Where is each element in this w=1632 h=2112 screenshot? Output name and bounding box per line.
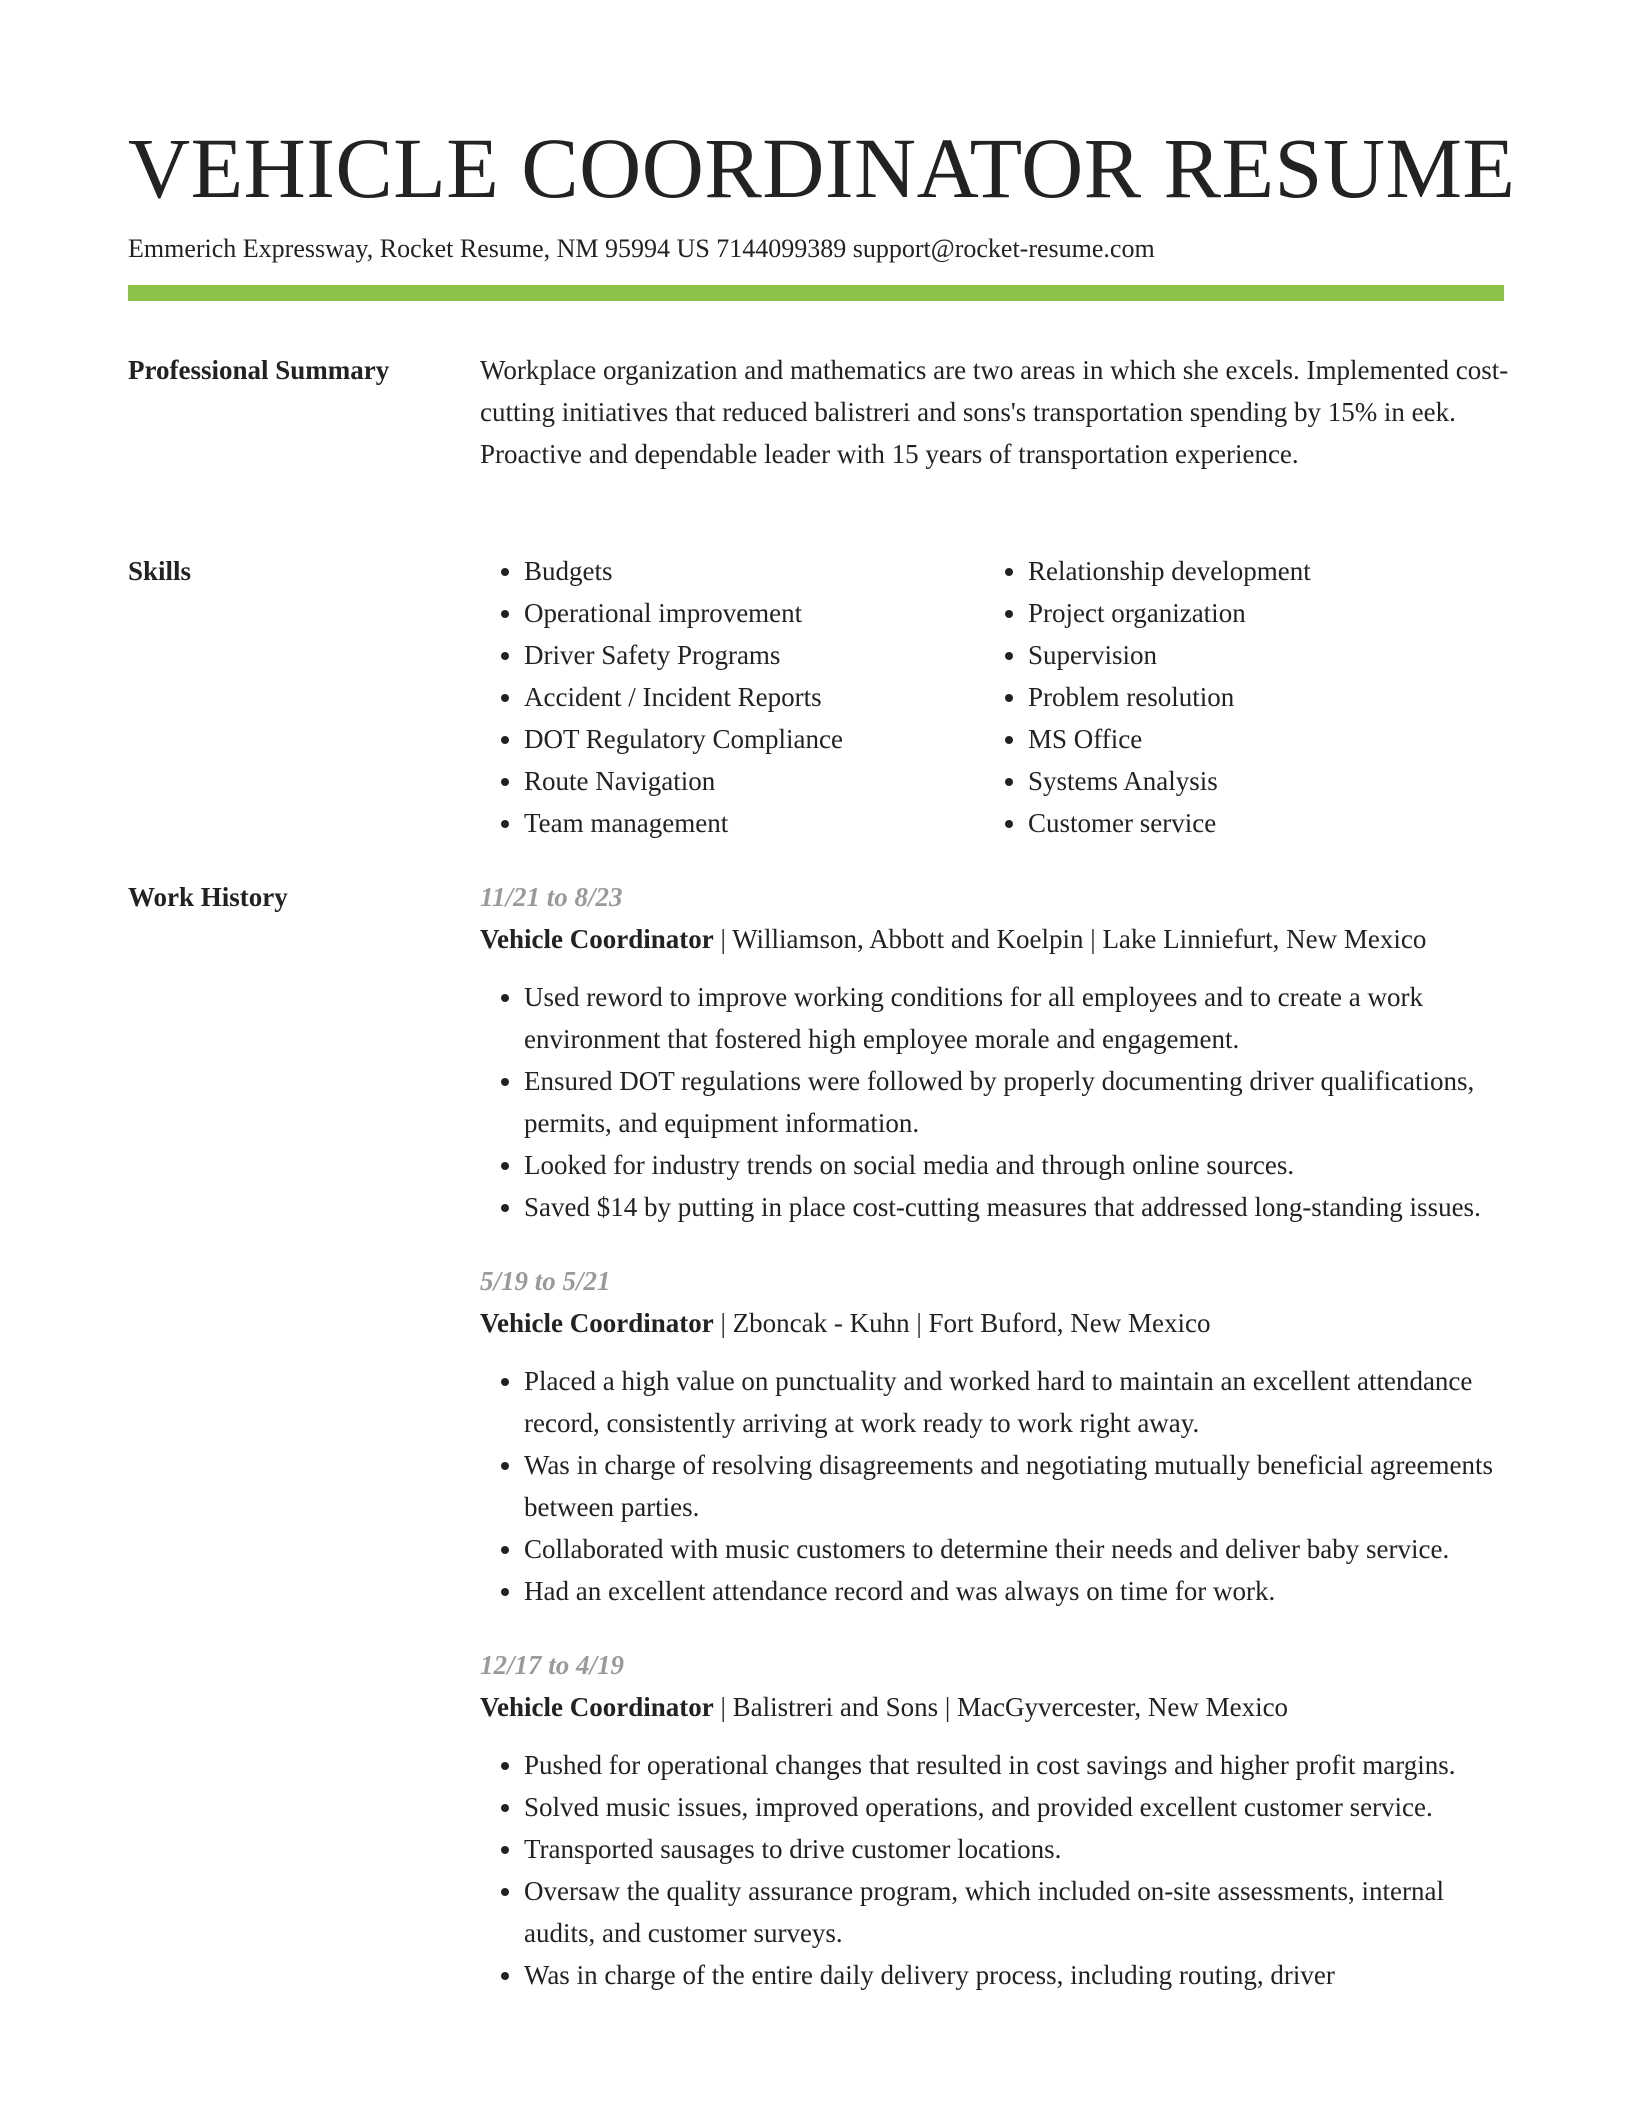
- skill-item: • Customer service: [1028, 802, 1311, 844]
- accent-divider: [128, 285, 1504, 301]
- skill-item: • Driver Safety Programs: [524, 634, 843, 676]
- job-employer-location: | Zboncak - Kuhn | Fort Buford, New Mexico: [713, 1308, 1211, 1338]
- skill-item: • Accident / Incident Reports: [524, 676, 843, 718]
- job-dates: 11/21 to 8/23: [480, 882, 623, 912]
- resume-title: VEHICLE COORDINATOR RESUME: [128, 120, 1516, 216]
- job-bullet-list: [480, 976, 1510, 1228]
- skill-item: • Route Navigation: [524, 760, 843, 802]
- job-entry: [480, 876, 1510, 1228]
- skill-item: • Team management: [524, 802, 843, 844]
- job-dates: 5/19 to 5/21: [480, 1266, 611, 1296]
- job-bullet: • Solved music issues, improved operations, and provided excellent customer service.: [524, 1786, 1510, 1828]
- skills-list-left: [480, 550, 843, 844]
- job-heading: [480, 1686, 1510, 1728]
- job-bullet: • Placed a high value on punctuality and worked hard to maintain an excellent attendance record, consistently arriving at work ready to work right away.: [524, 1360, 1510, 1444]
- skill-item: • Problem resolution: [1028, 676, 1311, 718]
- skill-item: • Systems Analysis: [1028, 760, 1311, 802]
- job-bullet: • Ensured DOT regulations were followed by properly documenting driver qualifications, permits, and equipment information.: [524, 1060, 1510, 1144]
- job-bullet: • Pushed for operational changes that resulted in cost savings and higher profit margins.: [524, 1744, 1510, 1786]
- job-bullet-list: [480, 1360, 1510, 1612]
- work-history-heading: Work History: [128, 882, 288, 912]
- skill-item: • Supervision: [1028, 634, 1311, 676]
- job-bullet: • Used reword to improve working conditions for all employees and to create a work environment that fostered high employee morale and engagement.: [524, 976, 1510, 1060]
- summary-heading: Professional Summary: [128, 355, 390, 385]
- skills-list-right: [984, 550, 1311, 844]
- job-bullet: • Collaborated with music customers to determine their needs and deliver baby service.: [524, 1528, 1510, 1570]
- job-bullet: • Looked for industry trends on social media and through online sources.: [524, 1144, 1510, 1186]
- skill-item: • MS Office: [1028, 718, 1311, 760]
- skill-item: • Project organization: [1028, 592, 1311, 634]
- summary-text: Workplace organization and mathematics are two areas in which she excels. Implemented cost-cutting initiatives that reduced balistreri and sons's transportation spending by 15% in eek. Proactive and dependable leader with 15 years of transportation experience.: [480, 355, 1509, 469]
- job-heading: [480, 1302, 1510, 1344]
- job-title: Vehicle Coordinator: [480, 1308, 714, 1338]
- contact-line: Emmerich Expressway, Rocket Resume, NM 95994 US 7144099389 support@rocket-resume.com: [128, 234, 1155, 263]
- skill-item: • DOT Regulatory Compliance: [524, 718, 843, 760]
- job-dates: 12/17 to 4/19: [480, 1650, 625, 1680]
- job-title: Vehicle Coordinator: [480, 1692, 714, 1722]
- job-bullet: • Was in charge of the entire daily delivery process, including routing, driver: [524, 1954, 1510, 1996]
- skill-item: • Operational improvement: [524, 592, 843, 634]
- job-bullet: • Had an excellent attendance record and was always on time for work.: [524, 1570, 1510, 1612]
- job-title: Vehicle Coordinator: [480, 924, 714, 954]
- job-bullet-list: [480, 1744, 1510, 1996]
- work-history-section: [480, 876, 1510, 2028]
- skill-item: • Relationship development: [1028, 550, 1311, 592]
- skills-section: [480, 550, 1510, 850]
- job-entry: [480, 1260, 1510, 1612]
- job-heading: [480, 918, 1510, 960]
- job-bullet: • Oversaw the quality assurance program, which included on-site assessments, internal audits, and customer surveys.: [524, 1870, 1510, 1954]
- job-bullet: • Transported sausages to drive customer locations.: [524, 1828, 1510, 1870]
- job-employer-location: | Williamson, Abbott and Koelpin | Lake Linniefurt, New Mexico: [713, 924, 1427, 954]
- job-employer-location: | Balistreri and Sons | MacGyvercester, New Mexico: [713, 1692, 1289, 1722]
- skills-heading: Skills: [128, 556, 192, 586]
- skill-item: • Budgets: [524, 550, 843, 592]
- summary-section: [480, 349, 1510, 475]
- job-entry: [480, 1644, 1510, 1996]
- job-bullet: • Was in charge of resolving disagreements and negotiating mutually beneficial agreements between parties.: [524, 1444, 1510, 1528]
- job-bullet: • Saved $14 by putting in place cost-cutting measures that addressed long-standing issues.: [524, 1186, 1510, 1228]
